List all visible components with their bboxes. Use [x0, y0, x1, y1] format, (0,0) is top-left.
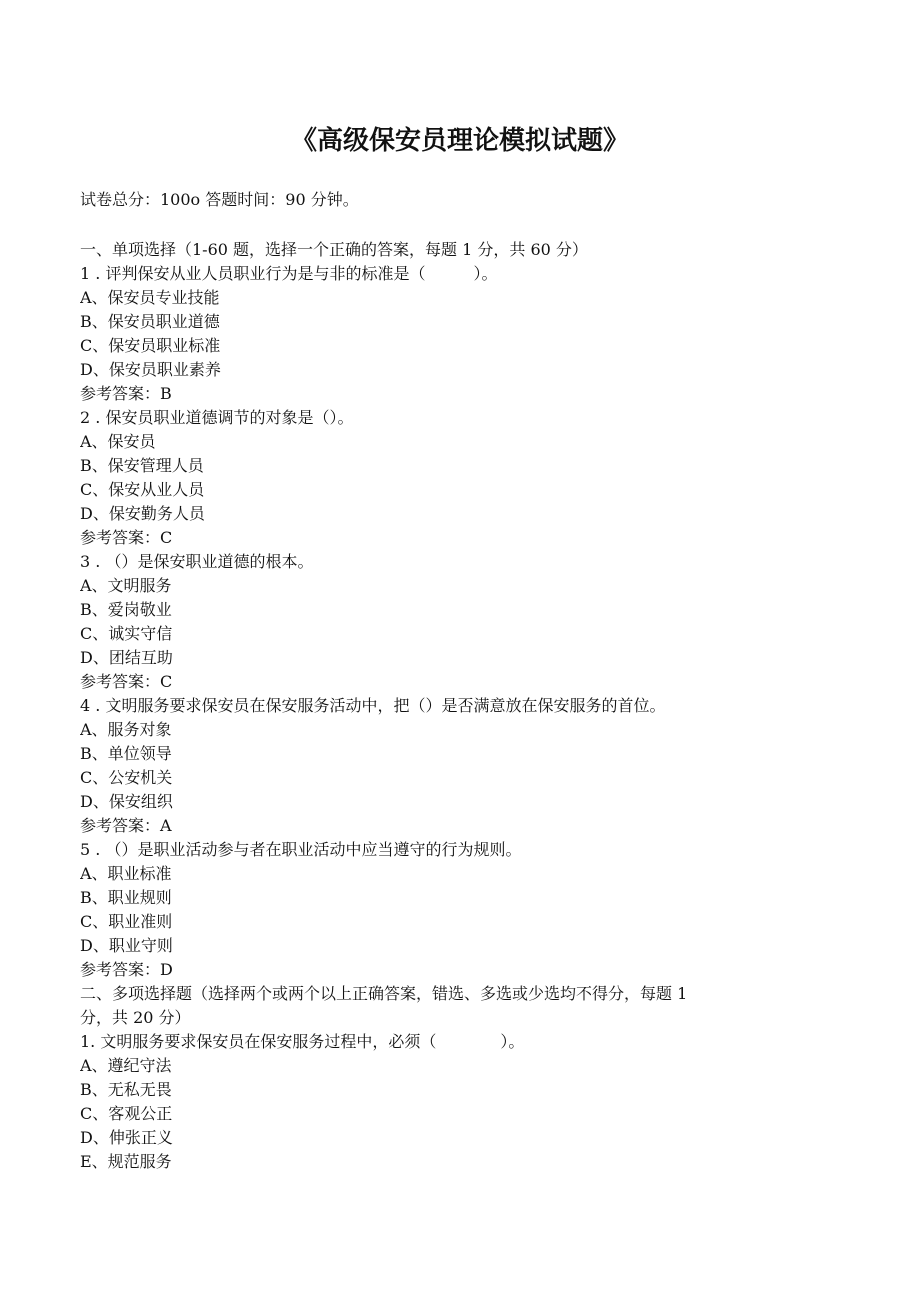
- option: D、伸张正义: [80, 1128, 173, 1147]
- option: B、保安管理人员: [80, 456, 204, 475]
- option: C、保安员职业标准: [80, 336, 221, 355]
- question-text: 1 . 评判保安从业人员职业行为是与非的标准是（ ）。: [80, 264, 498, 283]
- answer: 参考答案：C: [80, 528, 173, 547]
- option: E、规范服务: [80, 1152, 172, 1171]
- question-text: 2 . 保安员职业道德调节的对象是（）。: [80, 408, 354, 427]
- option: B、爱岗敬业: [80, 600, 172, 619]
- option: D、保安组织: [80, 792, 173, 811]
- question-text: 3 . （）是保安职业道德的根本。: [80, 552, 314, 571]
- section1-heading: 一、单项选择（1-60 题，选择一个正确的答案，每题 1 分，共 60 分）: [80, 240, 588, 259]
- option: C、公安机关: [80, 768, 173, 787]
- exam-meta: 试卷总分：100o 答题时间：90 分钟。: [80, 190, 359, 209]
- option: D、保安员职业素养: [80, 360, 221, 379]
- question-text: 4 . 文明服务要求保安员在保安服务活动中，把（）是否满意放在保安服务的首位。: [80, 696, 666, 715]
- option: C、客观公正: [80, 1104, 173, 1123]
- option: B、单位领导: [80, 744, 172, 763]
- option: A、保安员专业技能: [80, 288, 220, 307]
- option: A、服务对象: [80, 720, 172, 739]
- option: A、文明服务: [80, 576, 172, 595]
- option: B、保安员职业道德: [80, 312, 220, 331]
- question-text: 1. 文明服务要求保安员在保安服务过程中，必须（ ）。: [80, 1032, 525, 1051]
- question-text: 5 . （）是职业活动参与者在职业活动中应当遵守的行为规则。: [80, 840, 522, 859]
- section2-heading: 二、多项选择题（选择两个或两个以上正确答案，错选、多选或少选均不得分，每题 1: [80, 984, 688, 1003]
- option: D、保安勤务人员: [80, 504, 205, 523]
- option: A、保安员: [80, 432, 156, 451]
- option: B、无私无畏: [80, 1080, 172, 1099]
- document-title: 《高级保安员理论模拟试题》: [290, 126, 629, 156]
- option: A、职业标准: [80, 864, 172, 883]
- option: C、诚实守信: [80, 624, 173, 643]
- option: D、职业守则: [80, 936, 173, 955]
- section2-heading-cont: 分，共 20 分）: [80, 1008, 191, 1027]
- answer: 参考答案：D: [80, 960, 173, 979]
- answer: 参考答案：B: [80, 384, 172, 403]
- option: C、职业准则: [80, 912, 173, 931]
- answer: 参考答案：A: [80, 816, 172, 835]
- document-body: [80, 238, 820, 1174]
- option: D、团结互助: [80, 648, 173, 667]
- option: C、保安从业人员: [80, 480, 205, 499]
- option: B、职业规则: [80, 888, 172, 907]
- answer: 参考答案：C: [80, 672, 173, 691]
- option: A、遵纪守法: [80, 1056, 172, 1075]
